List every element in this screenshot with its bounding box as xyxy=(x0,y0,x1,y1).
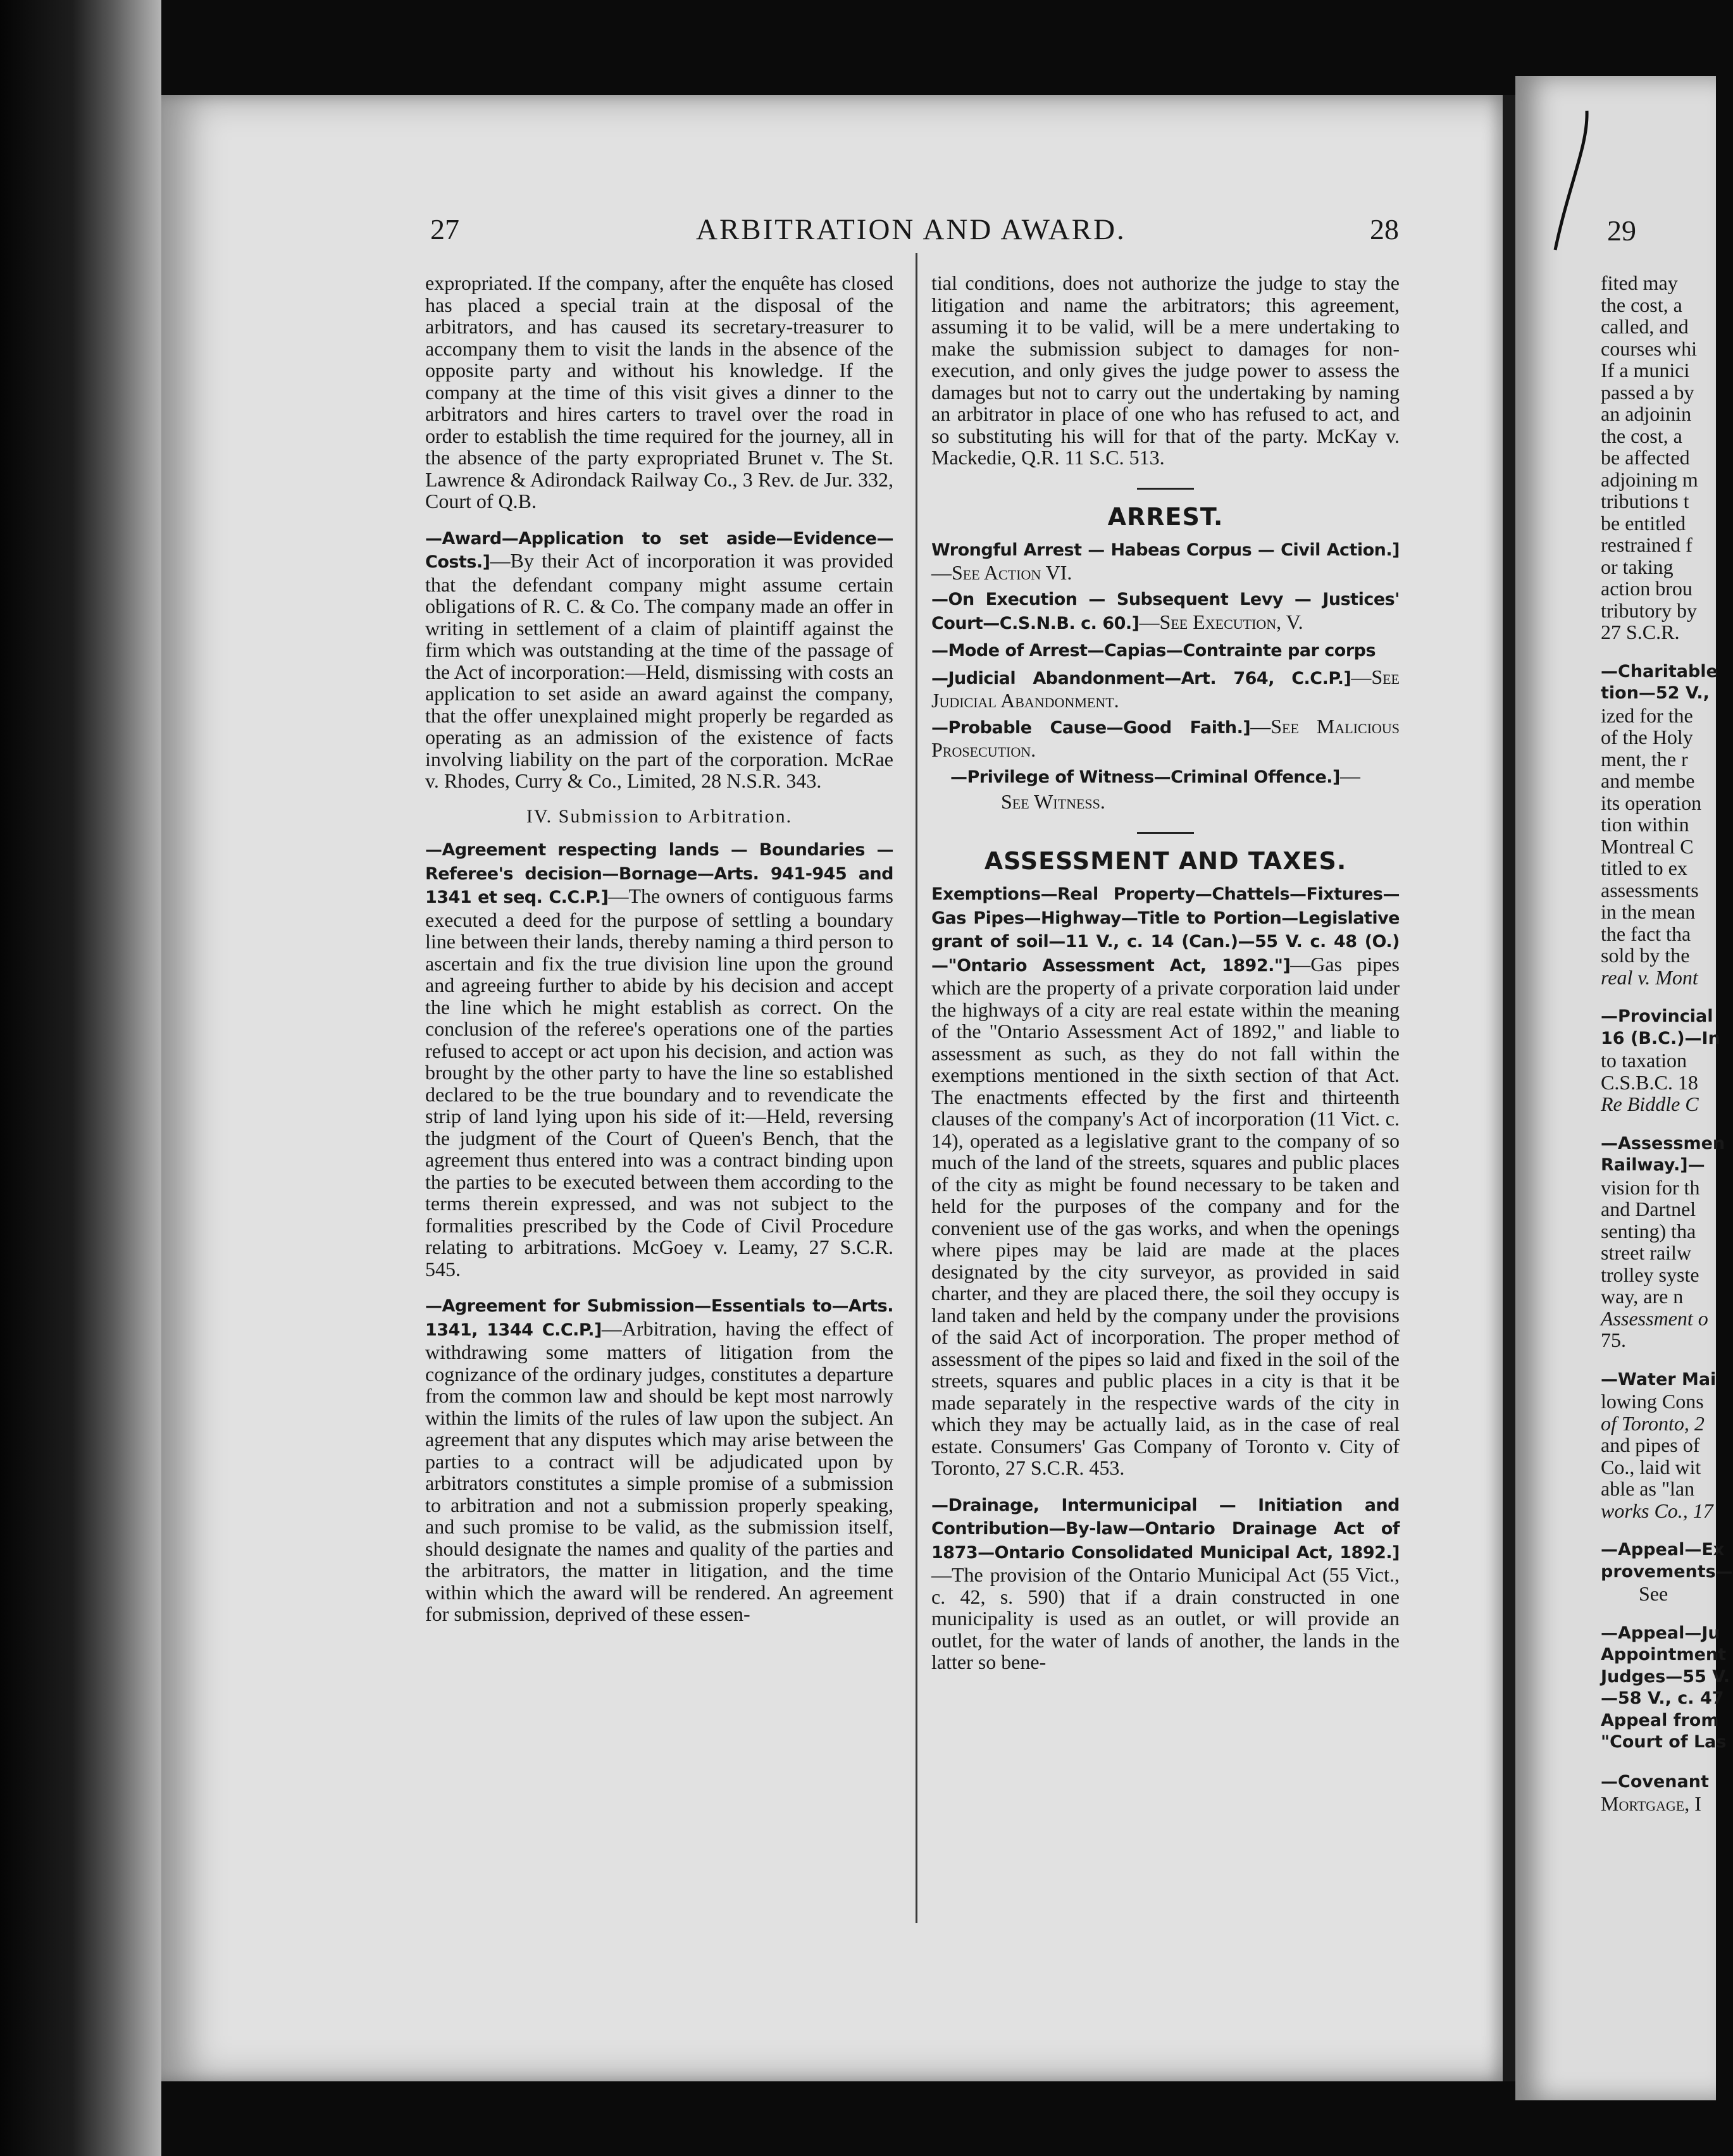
entry-heading: —Drainage, Intermunicipal — Initiation and Contribution—By-law—Ontario Drainage Act of 1873—Ontario Consolidated Municipal Act, 1892.] xyxy=(931,1495,1400,1563)
fragment-line: or taking xyxy=(1601,555,1674,578)
entry-heading: —Judicial Abandonment—Art. 764, C.C.P.] xyxy=(931,668,1351,688)
fragment-line: provements— xyxy=(1601,1561,1733,1582)
fragment-line: passed a by xyxy=(1601,380,1694,404)
entry-body: — xyxy=(1339,764,1360,787)
column-divider xyxy=(916,253,917,1923)
fragment-line: tion within xyxy=(1601,813,1689,836)
fragment-line: tributions t xyxy=(1601,490,1689,512)
entry-heading: —Mode of Arrest—Capias—Contrainte par corps xyxy=(931,641,1376,660)
fragment-block-7 xyxy=(1601,1623,1730,1754)
fragment-line: Appeal from xyxy=(1601,1710,1719,1730)
heading-assessment: ASSESSMENT AND TAXES. xyxy=(984,846,1347,875)
fragment-line: titled to ex xyxy=(1601,857,1687,879)
fragment-line: —Appeal—Ex xyxy=(1601,1540,1725,1559)
entry-award xyxy=(425,526,893,792)
section-rule xyxy=(1137,488,1194,490)
fragment-line: the cost, a xyxy=(1601,293,1682,316)
fragment-line: —Provincial xyxy=(1601,1007,1713,1026)
entry-heading: —On Execution — Subsequent Levy — Justices' Court—C.S.N.B. c. 60.] xyxy=(931,590,1400,633)
entry-body: —The provision of the Ontario Municipal Act (55 Vict., c. 42, s. 590) that if a drain constructed in one municipality is used as an outlet, or will provide an outlet, for the water of lands of another, the lands in the latter so bene- xyxy=(931,1563,1400,1673)
entry-heading: —Agreement for Submission—Essentials to—Arts. 1341, 1344 C.C.P.] xyxy=(425,1296,893,1340)
book-binding xyxy=(0,0,161,2156)
fragment-block-2 xyxy=(1601,661,1727,989)
fragment-line: "Court of Las xyxy=(1601,1732,1727,1752)
fragment-line: its operation xyxy=(1601,791,1702,814)
section-rule xyxy=(1137,832,1194,834)
fragment-line: C.S.B.C. 18 xyxy=(1601,1070,1698,1094)
fragment-line: called, and xyxy=(1601,315,1689,338)
fragment-line: able as "lan xyxy=(1601,1477,1695,1500)
entry-body: —See Judicial Abandonment. xyxy=(931,665,1400,712)
entry-heading: —Award—Application to set aside—Evidence—Costs.] xyxy=(425,528,893,572)
fragment-block-4 xyxy=(1601,1133,1727,1351)
right-column-fragment xyxy=(1601,271,1733,1815)
fragment-line: be affected xyxy=(1601,446,1690,469)
fragment-line: the fact tha xyxy=(1601,922,1691,945)
fragment-line: Mortgage, I xyxy=(1601,1792,1701,1815)
entry-drainage xyxy=(931,1493,1400,1673)
fragment-line: —Appeal—Ju xyxy=(1601,1623,1720,1643)
fragment-line: Co., laid wit xyxy=(1601,1455,1701,1478)
entry-exemptions xyxy=(931,882,1400,1479)
fragment-block-8 xyxy=(1601,1771,1727,1815)
entry-agreement-submission xyxy=(425,1294,893,1625)
fragment-line: Montreal C xyxy=(1601,834,1694,858)
fragment-line: —Charitable xyxy=(1601,661,1718,681)
fragment-line: adjoining m xyxy=(1601,468,1698,491)
arrest-entry xyxy=(931,587,1400,635)
fragment-line: courses whi xyxy=(1601,337,1697,360)
entry-heading: Exemptions—Real Property—Chattels—Fixtures—Gas Pipes—Highway—Title to Portion—Legislative grant of soil—11 V., c. 14 (Can.)—55 V. c. 48 (O.)—"Ontario Assessment Act, 1892."] xyxy=(931,884,1400,976)
entry-heading: —Agreement respecting lands — Boundaries — Referee's decision—Bornage—Arts. 941-945 and 1341 et seq. C.C.P.] xyxy=(425,840,893,907)
arrest-entry xyxy=(931,538,1400,583)
arrest-entry xyxy=(931,638,1400,662)
entry-body: —See Malicious Prosecution. xyxy=(931,714,1400,761)
fragment-line: Railway.]— xyxy=(1601,1155,1705,1175)
fragment-line: Re Biddle C xyxy=(1601,1093,1699,1115)
fragment-line: restrained f xyxy=(1601,533,1693,556)
see-witness: See Witness. xyxy=(1001,790,1105,813)
entry-body: —Arbitration, having the effect of withdrawing some matters of litigation from the cognizance of the ordinary judges, constitutes a departure from the common law and should be kept most narrowly within the limits of the rules of law upon the subject. An agreement that any disputes which may arise between the parties to a contract will be adjudicated upon by arbitrators constitutes a simple promise of a submission to arbitration and not a submission properly speaking, and such promise to be valid, as the submission itself, should designate the names and quality of the parties and the arbitrators, the matter in litigation, and the time within which the award will be rendered. An agreement for submission, deprived of these essen- xyxy=(425,1317,893,1625)
fragment-line: ized for the xyxy=(1601,703,1693,727)
page-number-left: 27 xyxy=(430,213,459,245)
fragment-line: Judges—55 V. xyxy=(1601,1666,1730,1687)
entry-heading: —Probable Cause—Good Faith.] xyxy=(931,717,1251,738)
left-column xyxy=(425,272,893,1639)
fragment-line: —Assessmen xyxy=(1601,1133,1725,1153)
fragment-line: way, are n xyxy=(1601,1285,1684,1308)
entry-body: —By their Act of incorporation it was provided that the defendant company might assume certain obligations of R. C. & Co. The company made an offer in writing in settlement of a claim of plaintiff against the firm which was outstanding at the time of the passage of the Act of incorporation:—Held, dismissing with costs an application to set aside an award against the company, that the offer unexplained might properly be regarded as operating as an admission of the existence of facts involving liability on the part of the corporation. McRae v. Rhodes, Curry & Co., Limited, 28 N.S.R. 343. xyxy=(425,549,893,792)
fragment-line: of the Holy xyxy=(1601,726,1693,748)
fragment-line: trolley syste xyxy=(1601,1263,1699,1286)
fragment-line: 16 (B.C.)—In xyxy=(1601,1028,1720,1048)
entry-heading: Wrongful Arrest — Habeas Corpus — Civil Action.] xyxy=(931,540,1400,560)
fragment-line: Assessment o xyxy=(1601,1306,1708,1330)
fragment-line: tion—52 V., xyxy=(1601,683,1710,703)
entry-heading: —Privilege of Witness—Criminal Offence.] xyxy=(950,767,1340,787)
fragment-line: lowing Cons xyxy=(1601,1390,1704,1413)
middle-column xyxy=(931,272,1400,1687)
fragment-line: and Dartnel xyxy=(1601,1198,1696,1220)
page-number-right: 29 xyxy=(1607,214,1636,247)
fragment-block-1 xyxy=(1601,272,1727,643)
fragment-line: sold by the xyxy=(1601,944,1690,967)
fragment-line: works Co., 17 xyxy=(1601,1499,1713,1522)
fragment-block-6 xyxy=(1601,1539,1733,1605)
arrest-entry xyxy=(931,716,1400,761)
fragment-line: to taxation xyxy=(1601,1049,1687,1072)
fragment-line: Appointment xyxy=(1601,1645,1727,1664)
fragment-line: If a munici xyxy=(1601,359,1690,381)
arrest-entry xyxy=(931,765,1400,789)
entry-body: —See Execution, V. xyxy=(1139,610,1303,633)
entry-body: —The owners of contiguous farms executed a deed for the purpose of settling a boundary line between their lands, thereby naming a third person to ascertain and fix the true division line upon the ground and agreeing further to abide by his decision and accept the line which he might establish as correct. On the conclusion of the referee's operations one of the parties refused to accept or act upon his decision, and action was brought by the other party to have the line so established declared to be the true boundary and to revendicate the strip of land lying upon his side of it:—Held, reversing the judgment of the Court of Queen's Bench, that the agreement thus entered into was a contract binding upon the parties to be executed between them according to the terms therein expressed, and was not subject to the formalities prescribed by the Code of Civil Procedure relating to arbitrations. McGoey v. Leamy, 27 S.C.R. 545. xyxy=(425,884,893,1280)
heading-arrest: ARREST. xyxy=(1107,502,1224,531)
fragment-line: in the mean xyxy=(1601,900,1696,923)
fragment-line: tributory by xyxy=(1601,598,1697,622)
fragment-line: action brou xyxy=(1601,577,1693,600)
fragment-line: and membe xyxy=(1601,769,1695,792)
page-number-middle: 28 xyxy=(1370,213,1399,245)
fragment-line: 27 S.C.R. xyxy=(1601,621,1680,643)
running-title: ARBITRATION AND AWARD. xyxy=(696,213,1126,246)
fragment-line: and pipes of xyxy=(1601,1434,1700,1456)
fragment-line: real v. Mont xyxy=(1601,965,1698,989)
fragment-line: the cost, a xyxy=(1601,424,1682,447)
entry-body: —Gas pipes which are the property of a private corporation laid under the highways of a city are real estate within the meaning of the "Ontario Assessment Act of 1892," and liable to assessment as such, as they do not fall within the exemptions mentioned in the sixth section of that Act. The enactments effected by the first and thirteenth clauses of the company's Act of incorporation (11 Vict. c. 14), operated as a legislative grant to the company of so much of the land of the streets, squares and public places of the city as might be found necessary to be taken and held for the purposes of the company and for the convenient use of the gas works, and when the openings where pipes may be laid are made at the places designated by the city surveyor, as provided in said charter, and they are placed there, the soil they occupy is land taken and held by the company under the provisions of the said Act of incorporation. The proper method of assessment of the pipes so laid and fixed in the soil of the streets, squares and public places in a city is that it be made separately in the respective wards of the city in which they may be actually laid, as in the case of real estate. Consumers' Gas Company of Toronto v. City of Toronto, 27 S.C.R. 453. xyxy=(931,952,1400,1479)
fragment-line: ment, the r xyxy=(1601,747,1688,771)
pencil-mark xyxy=(1550,108,1594,253)
fragment-line: —Water Mai xyxy=(1601,1369,1717,1389)
fragment-line: assessments xyxy=(1601,878,1699,901)
fragment-line: fited may xyxy=(1601,271,1678,294)
fragment-line: of Toronto, 2 xyxy=(1601,1411,1705,1435)
fragment-block-5 xyxy=(1601,1369,1727,1522)
page-gutter xyxy=(1503,95,1515,2081)
fragment-line: street railw xyxy=(1601,1241,1692,1264)
fragment-line: an adjoinin xyxy=(1601,402,1692,425)
paragraph-expropriation: expropriated. If the company, after the enquête has closed has placed a special train at the disposal of the arbitrators, and has caused its secretary-treasurer to accompany them to visit the lands in the absence of the opposite party and without his knowledge. If the company at the time of this visit gives a dinner to the arbitrators and hires carters to travel over the road in order to establish the time required for the journey, all in the absence of the party expropriated Brunet v. The St. Lawrence & Adirondack Railway Co., 3 Rev. de Jur. 332, Court of Q.B. xyxy=(425,271,893,512)
paragraph-continuation: tial conditions, does not authorize the judge to stay the litigation and name the arbitrators; this agreement, assuming it to be valid, will be a mere undertaking to make the submission subject to damages for non-execution, and only gives the judge power to assess the damages but not to carry out the undertaking by naming an arbitrator in place of one who has refused to act, and so substituting his will for that of the party. McKay v. Mackedie, Q.R. 11 S.C. 513. xyxy=(931,271,1400,469)
fragment-line: senting) tha xyxy=(1601,1219,1696,1242)
fragment-line: —Covenant xyxy=(1601,1771,1709,1792)
fragment-line: —58 V., c. 47 xyxy=(1601,1688,1724,1708)
arrest-entry xyxy=(931,666,1400,712)
fragment-line: be entitled xyxy=(1601,511,1686,535)
fragment-line: vision for th xyxy=(1601,1175,1700,1199)
entry-body: —See Action VI. xyxy=(931,561,1072,584)
fragment-line: See xyxy=(1639,1582,1668,1605)
entry-agreement-lands xyxy=(425,838,893,1280)
fragment-block-3 xyxy=(1601,1006,1727,1115)
fragment-line: 75. xyxy=(1601,1329,1626,1351)
section-heading: IV. Submission to Arbitration. xyxy=(526,805,793,827)
